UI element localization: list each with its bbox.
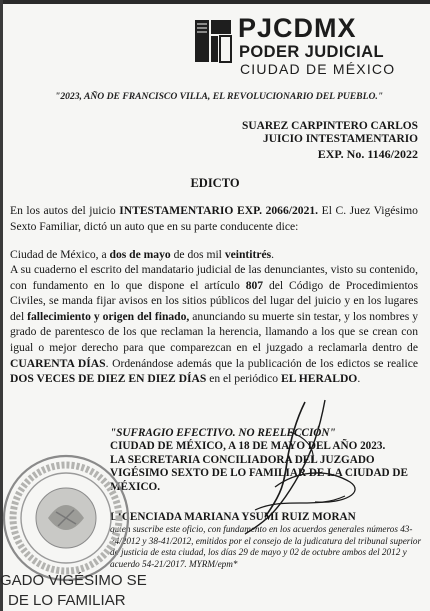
- logo-subtitle: PODER JUDICIAL: [239, 43, 384, 61]
- intro-paragraph: En los autos del juicio INTESTAMENTARIO EXP. 2066/2021. El C. Juez Vigésimo Sexto Familiar, dictó un auto que en su parte conducente dice:: [10, 204, 418, 233]
- year-motto: "2023, AÑO DE FRANCISCO VILLA, EL REVOLUCIONARIO DEL PUEBLO.": [55, 91, 384, 102]
- document-title: EDICTO: [190, 176, 240, 190]
- signer-name: LICENCIADA MARIANA YSUMI RUIZ MORAN: [110, 511, 356, 523]
- closing-motto: "SUFRAGIO EFECTIVO. NO REELECCIÓN": [110, 427, 336, 439]
- logo-city: CIUDAD DE MÉXICO: [240, 61, 396, 77]
- stamp-text-line-1: GADO VIGÉSIMO SE: [0, 572, 147, 589]
- stamp-text-line-2: DE LO FAMILIAR: [8, 592, 126, 609]
- trial-type: JUICIO INTESTAMENTARIO: [263, 133, 418, 145]
- file-number: EXP. No. 1146/2022: [317, 147, 418, 161]
- pjcdmx-logo-mark: [193, 18, 233, 66]
- top-border: [0, 0, 430, 4]
- date-line: Ciudad de México, a dos de mayo de dos mil veintitrés.: [10, 248, 275, 261]
- body-paragraph: A su cuaderno el escrito del mandatario judicial de las denunciantes, visto su contenido, con fundamento en lo que dispone el artículo 807 del Código de Procedimientos Civiles, se manda fijar avisos en los sitios públicos del lugar del juicio y en los lugares del fallecimiento y origen del finado, anunciando su muerte sin testar, y los nombres y grado de parentesco de los que reclaman la herencia, llamando a los que se crean con igual o mejor derecho para que comparezcan en el juzgado a reclamarla dentro de CUARENTA DÍAS. Ordenándose además que la publicación de los edictos se realice DOS VECES DE DIEZ EN DIEZ DÍAS en el periódico EL HERALDO.: [10, 263, 418, 386]
- closing-secretary: LA SECRETARIA CONCILIADORA DEL JUZGADO VIGÉSIMO SEXTO DE LO FAMILIAR DE LA CIUDAD DE MÉXICO.: [110, 454, 408, 493]
- court-seal-stamp: [0, 452, 136, 588]
- legal-note: quien suscribe este oficio, con fundamento en los acuerdos generales números 43-24/2012 y 38-41/2012, emitidos por el consejo de la judicatura del tribunal superior de justicia de esta ciudad, los días 29 de mayo y 02 de octubre ambos del 2012 y acuerdo 54-21/2017. MYRM/epm*: [110, 524, 422, 569]
- logo-title: PJCDMX: [238, 13, 357, 43]
- party-name: SUAREZ CARPINTERO CARLOS: [242, 120, 418, 132]
- closing-place-date: CIUDAD DE MÉXICO, A 18 DE MAYO DEL AÑO 2023.: [110, 440, 386, 452]
